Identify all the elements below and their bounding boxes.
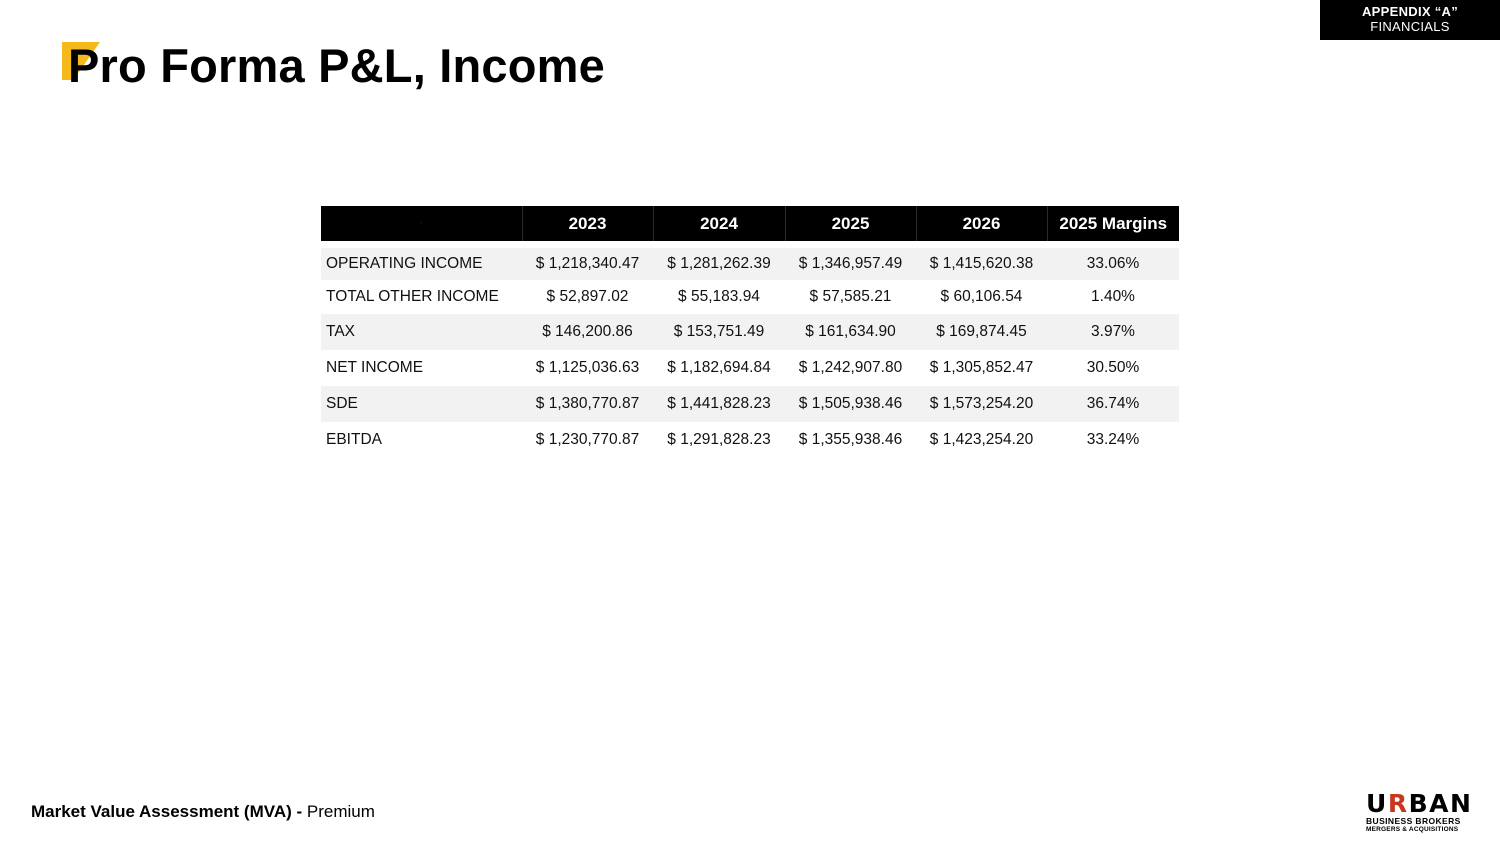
table-row	[321, 280, 1179, 314]
row-value: $ 1,441,828.23	[653, 386, 785, 422]
row-value: 36.74%	[1047, 386, 1179, 422]
row-value: $ 55,183.94	[678, 288, 760, 305]
table-spacer	[321, 241, 1179, 248]
pnl-table	[321, 206, 1179, 458]
header-2024: 2024	[653, 206, 785, 241]
footer-title: Market Value Assessment (MVA) -	[31, 802, 303, 821]
row-label: OPERATING INCOME	[321, 248, 522, 280]
table-row	[321, 350, 1179, 386]
header-2025-margins: 2025 Margins	[1047, 206, 1179, 241]
footer-tier: Premium	[302, 802, 375, 821]
row-value: $ 1,346,957.49	[785, 248, 916, 280]
row-value: $ 1,125,036.63	[535, 359, 640, 376]
header-2023: 2023	[522, 206, 653, 241]
header-label-cell: -	[321, 206, 522, 241]
row-value: $ 60,106.54	[940, 288, 1023, 305]
row-value: $ 57,585.21	[809, 288, 892, 305]
header-2026: 2026	[916, 206, 1047, 241]
logo-letter-r: R	[1387, 789, 1409, 818]
logo-wordmark	[1366, 789, 1474, 818]
header-2025: 2025	[785, 206, 916, 241]
pnl-table-container	[321, 206, 1179, 458]
appendix-section: FINANCIALS	[1370, 19, 1450, 34]
row-value: $ 146,200.86	[522, 314, 653, 350]
row-value: $ 1,242,907.80	[798, 359, 903, 376]
row-value: $ 1,415,620.38	[916, 248, 1047, 280]
row-label: SDE	[321, 386, 522, 422]
logo-letter-u: U	[1366, 789, 1388, 818]
appendix-label: APPENDIX “A”	[1361, 4, 1459, 19]
row-value: 30.50%	[1086, 359, 1140, 376]
row-label: EBITDA	[326, 431, 382, 448]
row-value: $ 153,751.49	[653, 314, 785, 350]
row-value: 33.06%	[1047, 248, 1179, 280]
row-value: 1.40%	[1091, 288, 1135, 305]
row-value: $ 161,634.90	[785, 314, 916, 350]
row-value: $ 1,182,694.84	[667, 359, 771, 376]
row-value: $ 1,230,770.87	[535, 431, 640, 448]
row-value: $ 1,505,938.46	[785, 386, 916, 422]
row-value: $ 1,423,254.20	[929, 431, 1034, 448]
table-row	[321, 314, 1179, 350]
appendix-tag	[1320, 0, 1500, 40]
row-value: $ 1,281,262.39	[653, 248, 785, 280]
row-value: $ 52,897.02	[546, 288, 629, 305]
row-value: 33.24%	[1086, 431, 1140, 448]
page-title: Pro Forma P&L, Income	[68, 39, 605, 92]
table-row	[321, 248, 1179, 280]
row-label: TAX	[321, 314, 522, 350]
row-label: TOTAL OTHER INCOME	[326, 288, 499, 305]
logo-tagline-2: MERGERS & ACQUISITIONS	[1366, 826, 1459, 833]
row-value: $ 1,291,828.23	[667, 431, 771, 448]
table-header-row	[321, 206, 1179, 241]
row-label: NET INCOME	[326, 359, 424, 376]
row-value: $ 1,305,852.47	[929, 359, 1034, 376]
logo-letters-ban: BAN	[1408, 789, 1473, 818]
row-value: $ 1,218,340.47	[522, 248, 653, 280]
row-value: $ 1,573,254.20	[916, 386, 1047, 422]
table-row	[321, 386, 1179, 422]
row-value: $ 1,380,770.87	[522, 386, 653, 422]
table-row	[321, 422, 1179, 458]
row-value: $ 169,874.45	[916, 314, 1047, 350]
footer-text	[31, 800, 375, 824]
row-value: 3.97%	[1047, 314, 1179, 350]
logo-tagline-1: BUSINESS BROKERS	[1366, 816, 1461, 826]
company-logo	[1366, 789, 1474, 834]
title-block	[60, 38, 605, 94]
row-value: $ 1,355,938.46	[798, 431, 903, 448]
